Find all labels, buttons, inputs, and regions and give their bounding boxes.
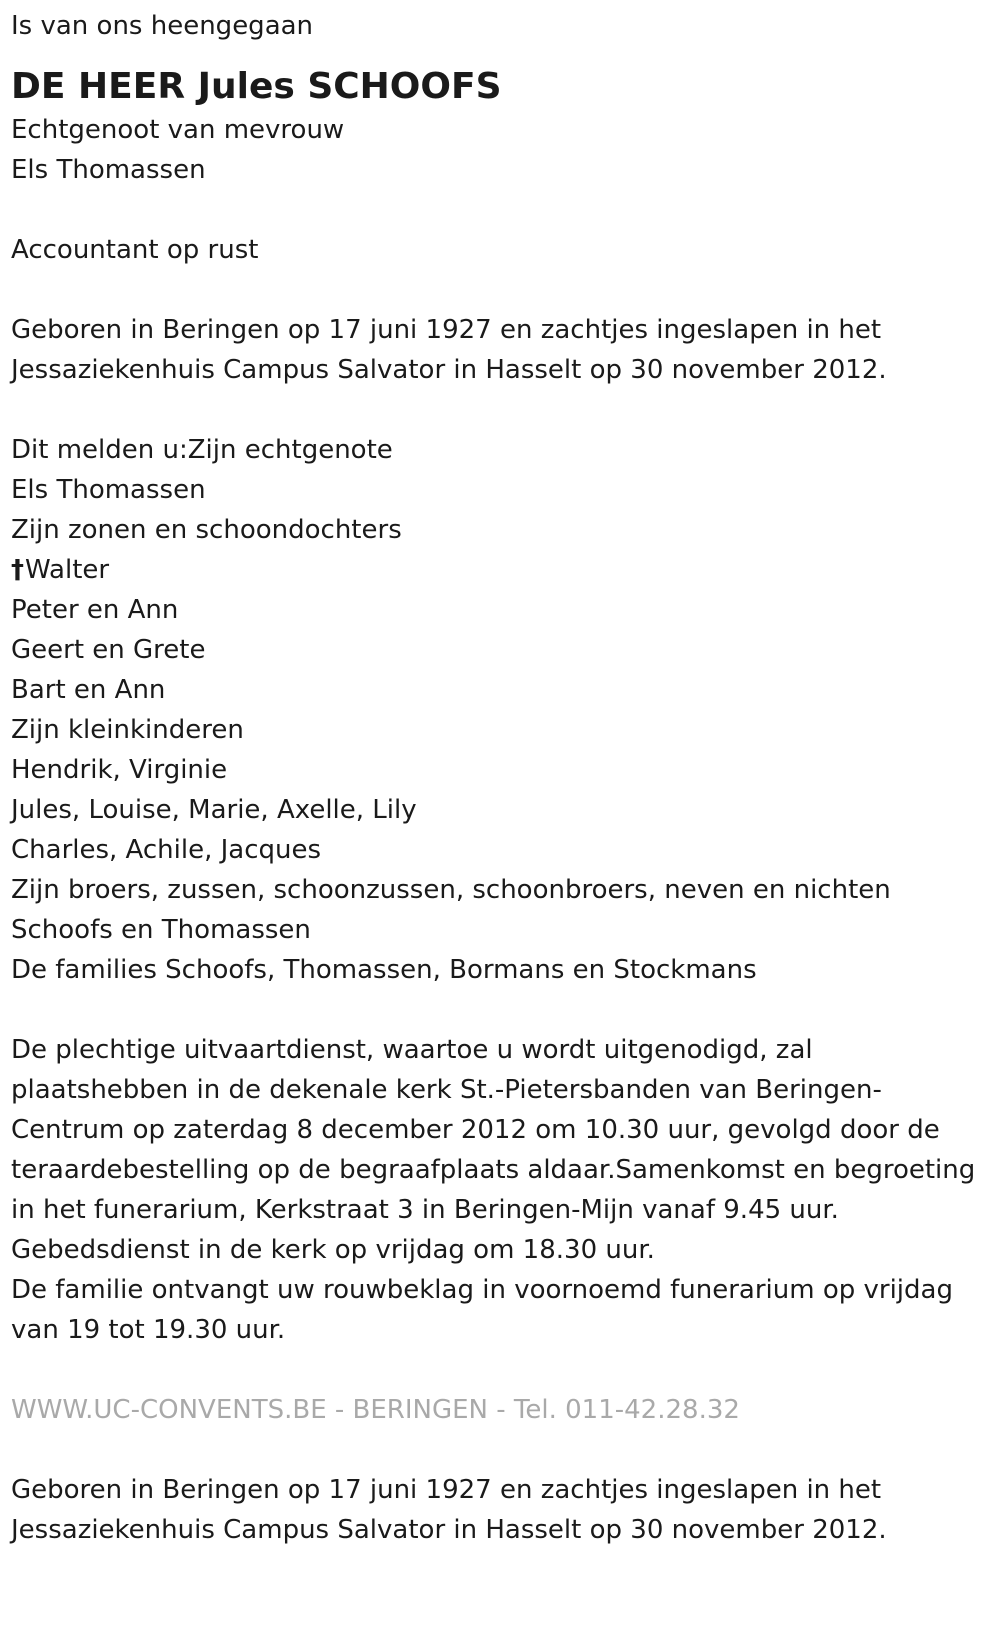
- birth-death-repeat: Geboren in Beringen op 17 juni 1927 en zachtjes ingeslapen in het Jessaziekenhuis Campus Salvator in Hasselt op 30 november 2012.: [11, 1475, 887, 1545]
- family-grandchildren-title: Zijn kleinkinderen: [11, 715, 244, 745]
- family-grandchildren: Charles, Achile, Jacques: [11, 835, 322, 865]
- spouse-line-1: Echtgenoot van mevrouw: [11, 115, 345, 145]
- deceased-name: DE HEER Jules SCHOOFS: [11, 66, 502, 107]
- family-siblings: Zijn broers, zussen, schoonzussen, schoonbroers, neven en nichten: [11, 875, 891, 905]
- condolence-text: De familie ontvangt uw rouwbeklag in voornoemd funerarium op vrijdag van 19 tot 19.30 uur.: [11, 1275, 953, 1345]
- prayer-text: Gebedsdienst in de kerk op vrijdag om 18.30 uur.: [11, 1235, 655, 1265]
- family-announce: Dit melden u:Zijn echtgenote: [11, 435, 393, 465]
- family-families: De families Schoofs, Thomassen, Bormans en Stockmans: [11, 955, 757, 985]
- deceased-son-name: Walter: [25, 555, 110, 585]
- family-grandchildren: Jules, Louise, Marie, Axelle, Lily: [11, 795, 417, 825]
- service-text: De plechtige uitvaartdienst, waartoe u wordt uitgenodigd, zal plaatshebben in de dekenale kerk St.-Pietersbanden van Beringen-Centrum op zaterdag 8 december 2012 om 10.30 uur, gevolgd door de teraardebestelling op de begraafplaats aldaar.Samenkomst en begroeting in het funerarium, Kerkstraat 3 in Beringen-Mijn vanaf 9.45 uur.: [11, 1035, 976, 1225]
- family-son: Peter en Ann: [11, 595, 179, 625]
- family-grandchildren: Hendrik, Virginie: [11, 755, 228, 785]
- spouse-line-2: Els Thomassen: [11, 155, 206, 185]
- family-deceased-son: [11, 550, 980, 590]
- family-son: Bart en Ann: [11, 675, 166, 705]
- family-siblings-families: Schoofs en Thomassen: [11, 915, 311, 945]
- family-wife: Els Thomassen: [11, 475, 206, 505]
- footer-contact: WWW.UC-CONVENTS.BE - BERINGEN - Tel. 011-42.28.32: [11, 1395, 740, 1425]
- birth-death-text: Geboren in Beringen op 17 juni 1927 en zachtjes ingeslapen in het Jessaziekenhuis Campus Salvator in Hasselt op 30 november 2012.: [11, 315, 887, 385]
- family-son: Geert en Grete: [11, 635, 206, 665]
- family-sons-title: Zijn zonen en schoondochters: [11, 515, 402, 545]
- cross-icon: †: [11, 555, 24, 585]
- intro-text: Is van ons heengegaan: [11, 11, 314, 41]
- profession: Accountant op rust: [11, 235, 259, 265]
